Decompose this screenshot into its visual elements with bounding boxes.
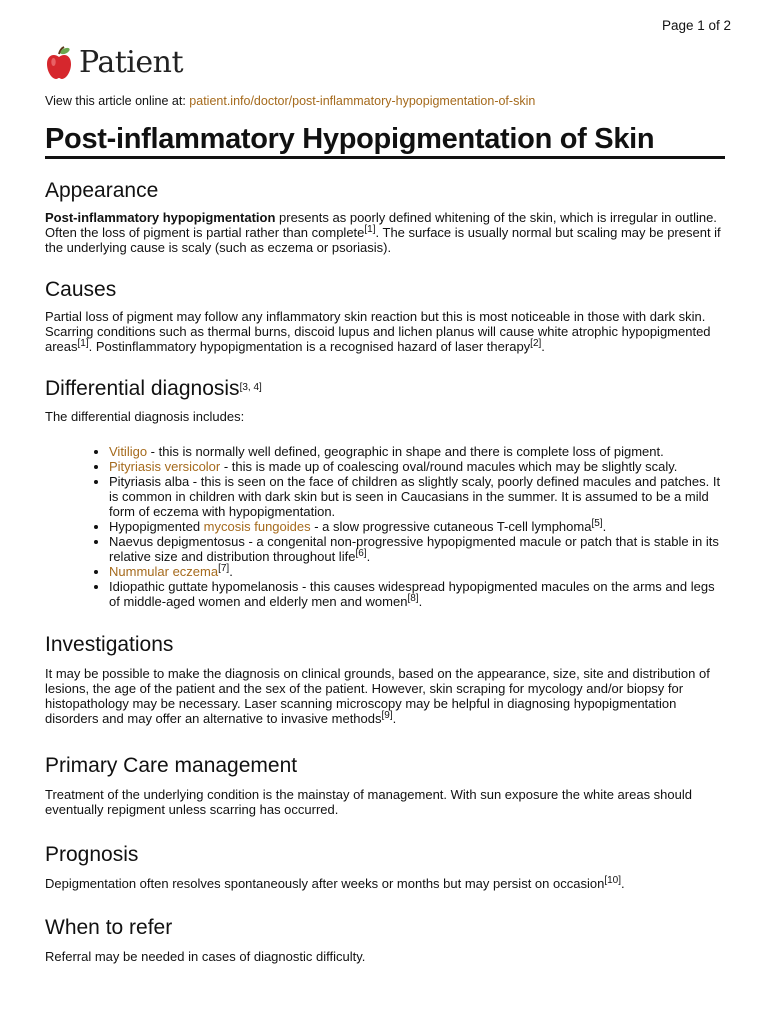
vitiligo-text: - this is normally well defined, geographic in shape and there is complete loss of pigment. (147, 444, 664, 459)
heading-differential-diagnosis (45, 376, 725, 402)
appearance-bold-lead: Post-inflammatory hypopigmentation (45, 210, 276, 225)
heading-causes: Causes (45, 278, 117, 301)
mycosis-pre: Hypopigmented (109, 519, 204, 534)
causes-text-2: . Postinflammatory hypopigmentation is a recognised hazard of laser therapy (88, 339, 531, 354)
patient-logo[interactable] (45, 44, 183, 82)
heading-primary-care-management: Primary Care management (45, 754, 298, 777)
section-causes (45, 277, 725, 354)
view-online-line (45, 92, 725, 110)
list-item-naevus-depigmentosus (109, 534, 725, 564)
reference-10: [10] (604, 875, 621, 886)
section-prognosis (45, 842, 725, 891)
list-item-nummular-eczema (109, 564, 725, 579)
reference-1: [1] (364, 224, 376, 235)
article (45, 92, 725, 964)
list-item-mycosis-fungoides (109, 519, 725, 534)
investigations-text-2: . (392, 711, 397, 726)
vitiligo-link[interactable]: Vitiligo (109, 444, 148, 459)
naevus-post: . (366, 549, 371, 564)
nummular-post: . (229, 564, 233, 579)
section-when-to-refer (45, 915, 725, 964)
guttate-post: . (418, 594, 423, 609)
reference-7: [7] (218, 563, 230, 574)
primary-care-text: Treatment of the underlying condition is the mainstay of management. With sun exposure the white areas should eventually repigment unless scarring has occurred. (45, 787, 692, 817)
page-title: Post-inflammatory Hypopigmentation of Skin (45, 124, 725, 159)
list-item-pityriasis-alba: • Pityriasis alba - this is seen on the face of children as slightly scaly, poorly defined macules and patches. It is common in children with dark skin but is seen in Caucasians in the summer. It is assumed to be a mild form of eczema with hypopigmentation. (109, 474, 725, 519)
reference-1: [1] (77, 338, 89, 349)
section-differential (45, 376, 725, 609)
prognosis-text-2: . (621, 876, 625, 891)
reference-5: [5] (591, 518, 603, 529)
section-appearance (45, 178, 725, 255)
section-primary-care (45, 753, 725, 817)
reference-3-4: [3, 4] (239, 382, 262, 393)
reference-6: [6] (355, 548, 367, 559)
causes-text (45, 309, 725, 354)
list-item-vitiligo (109, 444, 725, 459)
mycosis-text: - a slow progressive cutaneous T-cell lymphoma (310, 519, 592, 534)
reference-2: [2] (530, 338, 542, 349)
prognosis-text-1: Depigmentation often resolves spontaneously after weeks or months but may persist on occasion (45, 876, 605, 891)
appearance-text-2: . The surface is usually normal but scaling may be present if the underlying cause is scaly (such as eczema or psoriasis). (45, 225, 721, 255)
guttate-text: Idiopathic guttate hypomelanosis - this causes widespread hypopigmented macules on the arms and legs of middle-aged women and elderly men and women (109, 579, 715, 609)
heading-investigations: Investigations (45, 633, 174, 656)
appearance-text (45, 210, 725, 255)
list-item-guttate-hypomelanosis (109, 579, 725, 609)
pityriasis-versicolor-link[interactable]: Pityriasis versicolor (109, 459, 221, 474)
article-url-link[interactable]: patient.info/doctor/post-inflammatory-hypopigmentation-of-skin (189, 94, 536, 108)
differential-list (45, 444, 725, 609)
view-online-label: View this article online at: (45, 94, 190, 108)
differential-heading-text: Differential diagnosis (45, 377, 240, 400)
heading-when-to-refer: When to refer (45, 916, 173, 939)
list-item-pityriasis-versicolor (109, 459, 725, 474)
nummular-eczema-link[interactable]: Nummular eczema (109, 564, 219, 579)
pityriasis-versicolor-text: - this is made up of coalescing oval/round macules which may be slightly scaly. (220, 459, 678, 474)
section-investigations (45, 632, 725, 726)
prognosis-text (45, 876, 725, 891)
causes-text-1: Partial loss of pigment may follow any inflammatory skin reaction but this is most noticeable in those with dark skin. Scarring conditions such as thermal burns, discoid lupus and lichen planus will cause white atrophic hypopigmented areas (45, 309, 711, 354)
causes-text-3: . (541, 339, 545, 354)
heading-prognosis: Prognosis (45, 843, 139, 866)
mycosis-post: . (602, 519, 607, 534)
reference-8: [8] (407, 593, 419, 604)
refer-text: Referral may be needed in cases of diagnostic difficulty. (45, 949, 366, 964)
apple-icon (45, 45, 73, 81)
investigations-text-1: It may be possible to make the diagnosis on clinical grounds, based on the appearance, size, site and distribution of lesions, the age of the patient and the sex of the patient. However, skin scraping for mycology and/or biopsy for histopathology may be necessary. Laser scanning microscopy may be helpful in diagnosing hypopigmentation disorders and may offer an alternative to invasive methods (45, 666, 710, 726)
mycosis-fungoides-link[interactable]: mycosis fungoides (203, 519, 311, 534)
logo-text: Patient (79, 45, 184, 80)
appearance-text-1: presents as poorly defined whitening of the skin, which is irregular in outline. Often the loss of pigment is partial rather than complete (45, 210, 717, 240)
investigations-text (45, 666, 725, 726)
naevus-text: Naevus depigmentosus - a congenital non-progressive hypopigmented macule or patch that is stable in its relative size and distribution throughout life (109, 534, 719, 564)
reference-9: [9] (381, 710, 393, 721)
page-indicator: Page 1 of 2 (661, 18, 731, 33)
heading-appearance: Appearance (45, 179, 159, 202)
differential-intro: The differential diagnosis includes: (45, 409, 245, 424)
